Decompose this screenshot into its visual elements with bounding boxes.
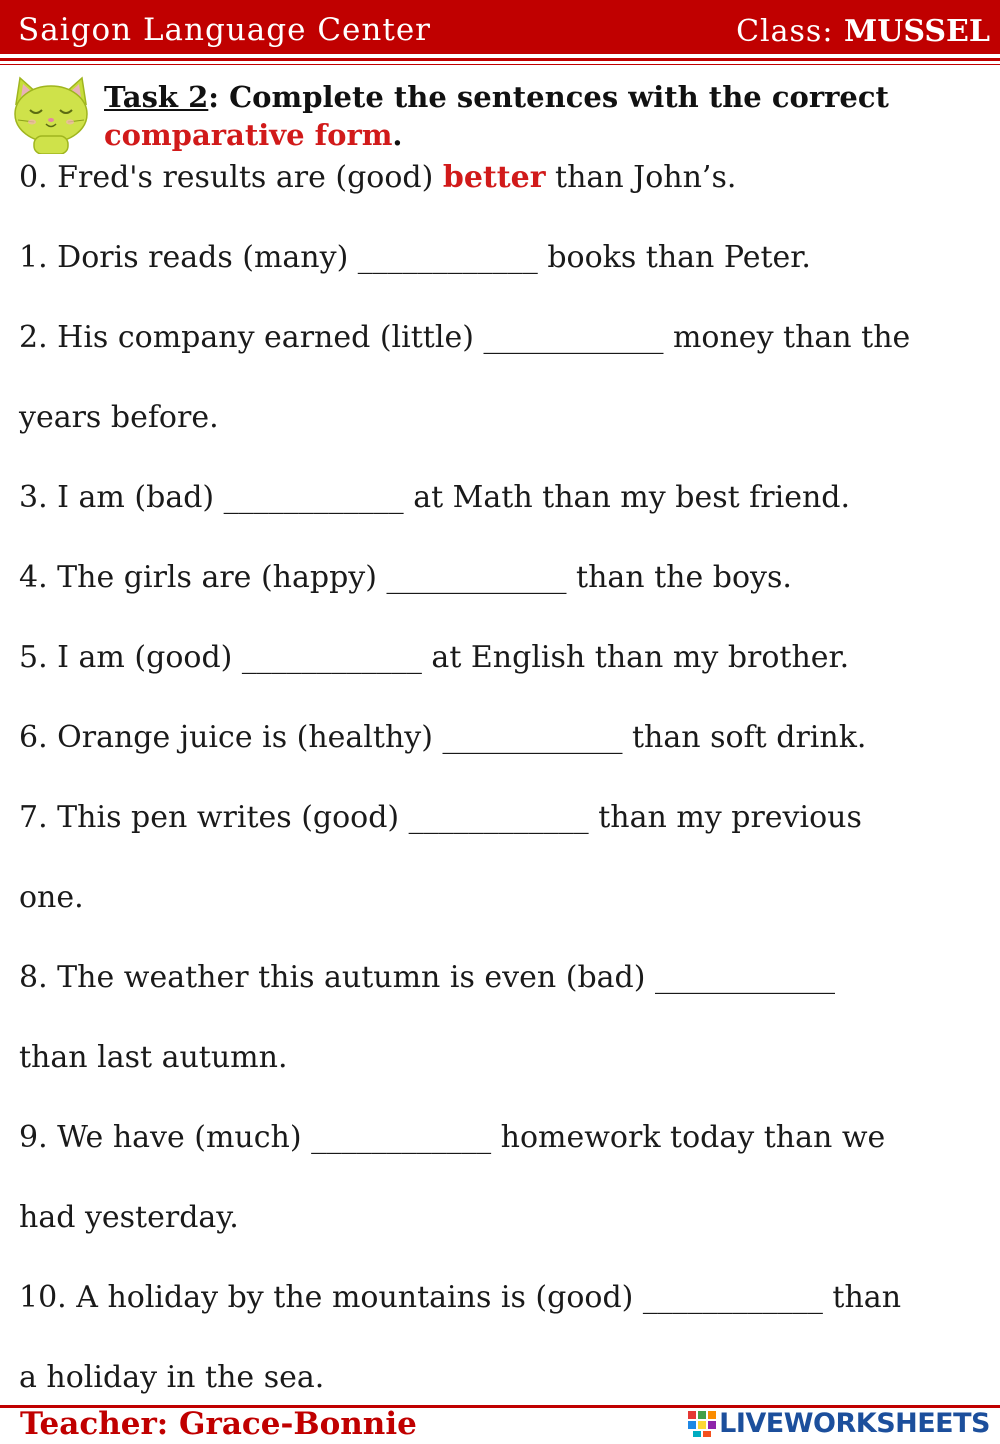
sentence-line: had yesterday. (19, 1200, 239, 1235)
task-end: . (392, 118, 403, 152)
sentence-line: 3. I am (bad) ____________ at Math than my best friend. (19, 480, 851, 515)
sentence-line: one. (19, 880, 84, 915)
sentence-line: 8. The weather this autumn is even (bad) ____________ (19, 960, 835, 995)
example-before: 0. Fred's results are (good) (19, 160, 443, 195)
class-name: MUSSEL (843, 14, 990, 49)
sentence-line: than last autumn. (19, 1040, 288, 1075)
sentence-line: 10. A holiday by the mountains is (good) ____________ than (19, 1280, 902, 1315)
liveworksheets-brand[interactable] (687, 1408, 990, 1438)
sentence-line: 1. Doris reads (many) ____________ books than Peter. (19, 240, 811, 275)
example-answer: better (442, 160, 546, 195)
liveworksheets-wordmark: LIVEWORKSHEETS (719, 1407, 990, 1439)
header-bar (0, 0, 1000, 54)
school-name: Saigon Language Center (18, 12, 431, 48)
cat-mascot-icon (6, 74, 96, 154)
task-text: : Complete the sentences with the correct (208, 80, 889, 114)
class-info (736, 14, 990, 49)
example-sentence (19, 160, 736, 195)
sentence-line: years before. (19, 400, 219, 435)
sentence-line: 6. Orange juice is (healthy) ____________ than soft drink. (19, 720, 867, 755)
sentence-line: 9. We have (much) ____________ homework today than we (19, 1120, 886, 1155)
header-rule-thin (0, 64, 1000, 65)
sentence-line: 5. I am (good) ____________ at English than my brother. (19, 640, 850, 675)
example-after: than John’s. (545, 160, 737, 195)
sentence-line: 4. The girls are (happy) ____________ than the boys. (19, 560, 792, 595)
task-title: Task 2 (104, 80, 209, 114)
class-label: Class: (736, 14, 834, 49)
sentence-line: 7. This pen writes (good) ____________ than my previous (19, 800, 862, 835)
sentence-line: 2. His company earned (little) ____________ money than the (19, 320, 911, 355)
liveworksheets-logo-icon (687, 1409, 717, 1437)
teacher-name: Teacher: Grace-Bonnie (20, 1406, 417, 1442)
task-highlight: comparative form (104, 118, 393, 152)
task-instruction (104, 78, 984, 154)
header-rule (0, 58, 1000, 61)
sentence-line: a holiday in the sea. (19, 1360, 325, 1395)
